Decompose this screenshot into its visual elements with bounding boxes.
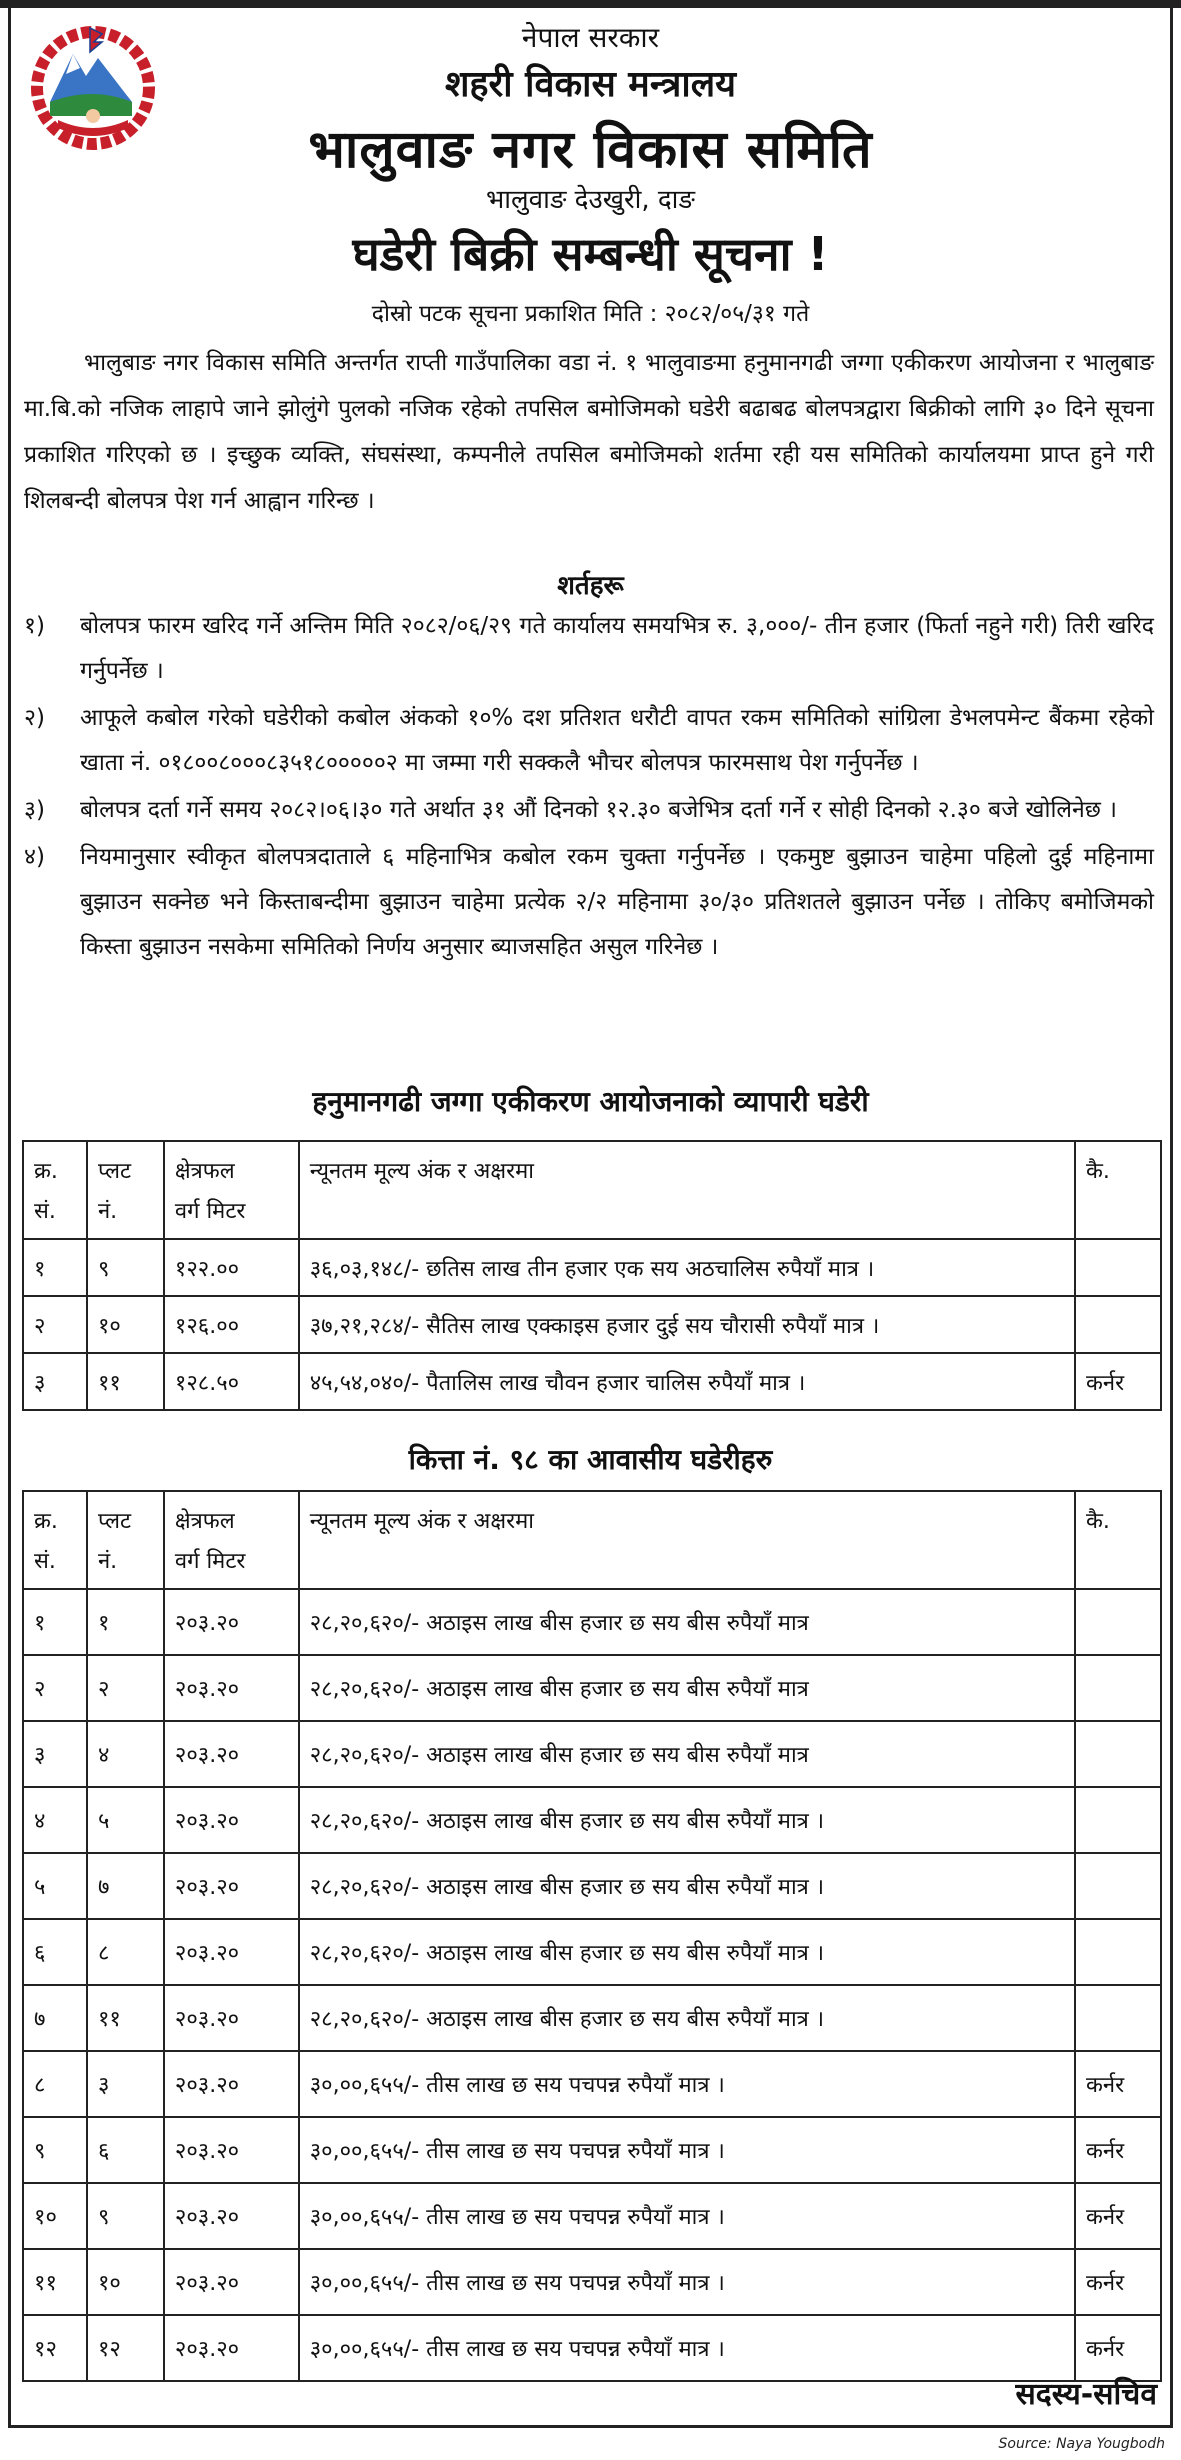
column-plot-line: नं.: [97, 1199, 118, 1224]
column-serial: [23, 1491, 87, 1589]
remarks-cell: [1075, 1296, 1161, 1353]
plot-cell: ९: [87, 1239, 164, 1296]
area-cell: २०३.२०: [164, 2117, 299, 2183]
serial-cell: ६: [23, 1919, 87, 1985]
plot-cell: ४: [87, 1721, 164, 1787]
table-row: [23, 1919, 1161, 1985]
residential-plots-table: [22, 1490, 1162, 2382]
column-area-line: क्षेत्रफल: [174, 1509, 235, 1534]
table-header-row: [23, 1491, 1161, 1589]
table-row: [23, 2051, 1161, 2117]
price-cell: २८,२०,६२०/- अठाइस लाख बीस हजार छ सय बीस रुपैयाँ मात्र: [299, 1721, 1075, 1787]
table-row: [23, 1655, 1161, 1721]
column-serial-line: सं.: [34, 1549, 56, 1574]
plot-cell: १०: [87, 2249, 164, 2315]
serial-cell: १२: [23, 2315, 87, 2381]
plot-cell: ११: [87, 1985, 164, 2051]
column-remarks: कै.: [1075, 1141, 1161, 1239]
price-cell: ३६,०३,१४८/- छतिस लाख तीन हजार एक सय अठचालिस रुपैयाँ मात्र ।: [299, 1239, 1075, 1296]
remarks-cell: कर्नर: [1075, 2249, 1161, 2315]
serial-cell: १: [23, 1589, 87, 1655]
price-cell: २८,२०,६२०/- अठाइस लाख बीस हजार छ सय बीस रुपैयाँ मात्र: [299, 1589, 1075, 1655]
table-row: [23, 1853, 1161, 1919]
area-cell: २०३.२०: [164, 2315, 299, 2381]
column-plot-line: प्लट: [97, 1159, 132, 1184]
serial-cell: २: [23, 1296, 87, 1353]
serial-cell: ५: [23, 1853, 87, 1919]
remarks-cell: [1075, 1239, 1161, 1296]
column-serial: [23, 1141, 87, 1239]
column-price: न्यूनतम मूल्य अंक र अक्षरमा: [299, 1141, 1075, 1239]
table-row: [23, 1787, 1161, 1853]
table-row: [23, 2315, 1161, 2381]
area-cell: २०३.२०: [164, 1589, 299, 1655]
table-row: [23, 1353, 1161, 1410]
column-price: न्यूनतम मूल्य अंक र अक्षरमा: [299, 1491, 1075, 1589]
committee-name: भालुवाङ नगर विकास समिति: [308, 120, 873, 180]
column-plot: [87, 1491, 164, 1589]
column-area: [164, 1141, 299, 1239]
plot-cell: ७: [87, 1853, 164, 1919]
serial-cell: ८: [23, 2051, 87, 2117]
column-area-line: वर्ग मिटर: [174, 1549, 246, 1574]
area-cell: २०३.२०: [164, 1787, 299, 1853]
price-cell: ३०,००,६५५/- तीस लाख छ सय पचपन्न रुपैयाँ मात्र ।: [299, 2315, 1075, 2381]
area-cell: १२६.००: [164, 1296, 299, 1353]
serial-cell: ११: [23, 2249, 87, 2315]
serial-cell: ४: [23, 1787, 87, 1853]
column-serial-line: सं.: [34, 1199, 56, 1224]
column-area-line: क्षेत्रफल: [174, 1159, 235, 1184]
condition-item: [24, 604, 1154, 694]
plot-cell: १२: [87, 2315, 164, 2381]
column-serial-line: क्र.: [34, 1509, 58, 1534]
area-cell: १२८.५०: [164, 1353, 299, 1410]
area-cell: २०३.२०: [164, 1721, 299, 1787]
column-area-line: वर्ग मिटर: [174, 1199, 246, 1224]
remarks-cell: [1075, 1589, 1161, 1655]
serial-cell: ९: [23, 2117, 87, 2183]
condition-item: [24, 788, 1154, 833]
price-cell: ३०,००,६५५/- तीस लाख छ सय पचपन्न रुपैयाँ मात्र ।: [299, 2117, 1075, 2183]
table1-title: हनुमानगढी जग्गा एकीकरण आयोजनाको व्यापारी घडेरी: [312, 1085, 869, 1118]
column-area: [164, 1491, 299, 1589]
remarks-cell: कर्नर: [1075, 2117, 1161, 2183]
remarks-cell: [1075, 1787, 1161, 1853]
area-cell: २०३.२०: [164, 1919, 299, 1985]
column-plot-line: नं.: [97, 1549, 118, 1574]
column-plot-line: प्लट: [97, 1509, 132, 1534]
condition-number: २): [24, 705, 45, 731]
remarks-cell: [1075, 1721, 1161, 1787]
serial-cell: २: [23, 1655, 87, 1721]
remarks-cell: [1075, 1919, 1161, 1985]
table-row: [23, 1239, 1161, 1296]
table-row: [23, 1721, 1161, 1787]
price-cell: २८,२०,६२०/- अठाइस लाख बीस हजार छ सय बीस रुपैयाँ मात्र ।: [299, 1985, 1075, 2051]
plot-cell: १: [87, 1589, 164, 1655]
source-credit: Source: Naya Yougbodh: [998, 2436, 1165, 2452]
table-row: [23, 2249, 1161, 2315]
remarks-cell: कर्नर: [1075, 1353, 1161, 1410]
table-row: [23, 1296, 1161, 1353]
area-cell: २०३.२०: [164, 2249, 299, 2315]
serial-cell: १: [23, 1239, 87, 1296]
price-cell: ३०,००,६५५/- तीस लाख छ सय पचपन्न रुपैयाँ मात्र ।: [299, 2183, 1075, 2249]
serial-cell: १०: [23, 2183, 87, 2249]
plot-cell: ६: [87, 2117, 164, 2183]
publication-date: दोस्रो पटक सूचना प्रकाशित मिति : २०८२/०५/३१ गते: [371, 301, 810, 327]
column-plot: [87, 1141, 164, 1239]
plot-cell: १०: [87, 1296, 164, 1353]
top-border: [0, 0, 1181, 8]
price-cell: २८,२०,६२०/- अठाइस लाख बीस हजार छ सय बीस रुपैयाँ मात्र: [299, 1655, 1075, 1721]
notice-title: घडेरी बिक्री सम्बन्धी सूचना !: [352, 227, 829, 281]
condition-number: ४): [24, 844, 45, 870]
price-cell: ३७,२१,२८४/- सैतिस लाख एक्काइस हजार दुई सय चौरासी रुपैयाँ मात्र ।: [299, 1296, 1075, 1353]
government-label: नेपाल सरकार: [521, 21, 660, 54]
condition-item: [24, 696, 1154, 786]
plot-cell: ३: [87, 2051, 164, 2117]
remarks-cell: [1075, 1655, 1161, 1721]
intro-paragraph: भालुबाङ नगर विकास समिति अन्तर्गत राप्ती गाउँपालिका वडा नं. १ भालुवाङमा हनुमानगढी जग्गा एकीकरण आयोजना र भालुबाङ मा.बि.को नजिक लाहापे जाने झोलुंगे पुलको नजिक रहेको तपसिल बमोजिमको घडेरी बढाबढ बोलपत्रद्वारा बिक्रीको लागि ३० दिने सूचना प्रकाशित गरिएको छ । इच्छुक व्यक्ति, संघसंस्था, कम्पनीले तपसिल बमोजिमको शर्तमा रही यस समितिको कार्यालयमा प्राप्त हुने गरी शिलबन्दी बोलपत्र पेश गर्न आह्वान गरिन्छ ।: [24, 350, 1154, 514]
condition-text: बोलपत्र फारम खरिद गर्ने अन्तिम मिति २०८२/०६/२९ गते कार्यालय समयभित्र रु. ३,०००/- तीन हजार (फिर्ता नहुने गरी) तिरी खरिद गर्नुपर्नेछ ।: [80, 613, 1154, 684]
price-cell: २८,२०,६२०/- अठाइस लाख बीस हजार छ सय बीस रुपैयाँ मात्र ।: [299, 1919, 1075, 1985]
table2-title: कित्ता नं. ९८ का आवासीय घडेरीहरु: [408, 1443, 773, 1476]
ministry-name: शहरी विकास मन्त्रालय: [444, 64, 737, 105]
table-row: [23, 1589, 1161, 1655]
table-header-row: [23, 1141, 1161, 1239]
committee-address: भालुवाङ देउखुरी, दाङ: [486, 185, 695, 215]
plot-cell: २: [87, 1655, 164, 1721]
remarks-cell: कर्नर: [1075, 2051, 1161, 2117]
remarks-cell: कर्नर: [1075, 2183, 1161, 2249]
area-cell: २०३.२०: [164, 2051, 299, 2117]
price-cell: ३०,००,६५५/- तीस लाख छ सय पचपन्न रुपैयाँ मात्र ।: [299, 2051, 1075, 2117]
conditions-list: [24, 604, 1154, 972]
area-cell: २०३.२०: [164, 1655, 299, 1721]
serial-cell: ३: [23, 1353, 87, 1410]
table-row: [23, 1985, 1161, 2051]
area-cell: १२२.००: [164, 1239, 299, 1296]
price-cell: २८,२०,६२०/- अठाइस लाख बीस हजार छ सय बीस रुपैयाँ मात्र ।: [299, 1853, 1075, 1919]
remarks-cell: कर्नर: [1075, 2315, 1161, 2381]
condition-text: नियमानुसार स्वीकृत बोलपत्रदाताले ६ महिनाभित्र कबोल रकम चुक्ता गर्नुपर्नेछ । एकमुष्ट बुझाउन चाहेमा पहिलो दुई महिनामा बुझाउन सक्नेछ भने किस्ताबन्दीमा बुझाउन चाहेमा प्रत्येक २/२ महिनामा ३०/३० प्रतिशतले बुझाउन पर्नेछ । तोकिए बमोजिमको किस्ता बुझाउन नसकेमा समितिको निर्णय अनुसार ब्याजसहित असुल गरिनेछ ।: [80, 844, 1154, 960]
signature-title: सदस्य-सचिव: [1015, 2377, 1157, 2412]
area-cell: २०३.२०: [164, 1985, 299, 2051]
condition-number: १): [24, 613, 45, 639]
condition-text: आफूले कबोल गरेको घडेरीको कबोल अंकको १०% दश प्रतिशत धरौटी वापत रकम समितिको सांग्रिला डेभलपमेन्ट बैंकमा रहेको खाता नं. ०१८००८०००८३५१८०००००२ मा जम्मा गरी सक्कलै भौचर बोलपत्र फारमसाथ पेश गर्नुपर्नेछ ।: [80, 705, 1154, 776]
table-row: [23, 2117, 1161, 2183]
condition-item: [24, 835, 1154, 970]
conditions-title: शर्तहरू: [557, 571, 624, 601]
condition-number: ३): [24, 797, 45, 823]
column-serial-line: क्र.: [34, 1159, 58, 1184]
plot-cell: ८: [87, 1919, 164, 1985]
plot-cell: ५: [87, 1787, 164, 1853]
condition-text: बोलपत्र दर्ता गर्ने समय २०८२।०६।३० गते अर्थात ३१ औं दिनको १२.३० बजेभित्र दर्ता गर्ने र सोही दिनको २.३० बजे खोलिनेछ ।: [80, 797, 1117, 823]
price-cell: ३०,००,६५५/- तीस लाख छ सय पचपन्न रुपैयाँ मात्र ।: [299, 2249, 1075, 2315]
price-cell: २८,२०,६२०/- अठाइस लाख बीस हजार छ सय बीस रुपैयाँ मात्र ।: [299, 1787, 1075, 1853]
commercial-plots-table: [22, 1140, 1162, 1411]
remarks-cell: [1075, 1853, 1161, 1919]
plot-cell: ९: [87, 2183, 164, 2249]
serial-cell: ३: [23, 1721, 87, 1787]
price-cell: ४५,५४,०४०/- पैतालिस लाख चौवन हजार चालिस रुपैयाँ मात्र ।: [299, 1353, 1075, 1410]
table-row: [23, 2183, 1161, 2249]
remarks-cell: [1075, 1985, 1161, 2051]
area-cell: २०३.२०: [164, 2183, 299, 2249]
serial-cell: ७: [23, 1985, 87, 2051]
plot-cell: ११: [87, 1353, 164, 1410]
column-remarks: कै.: [1075, 1491, 1161, 1589]
area-cell: २०३.२०: [164, 1853, 299, 1919]
